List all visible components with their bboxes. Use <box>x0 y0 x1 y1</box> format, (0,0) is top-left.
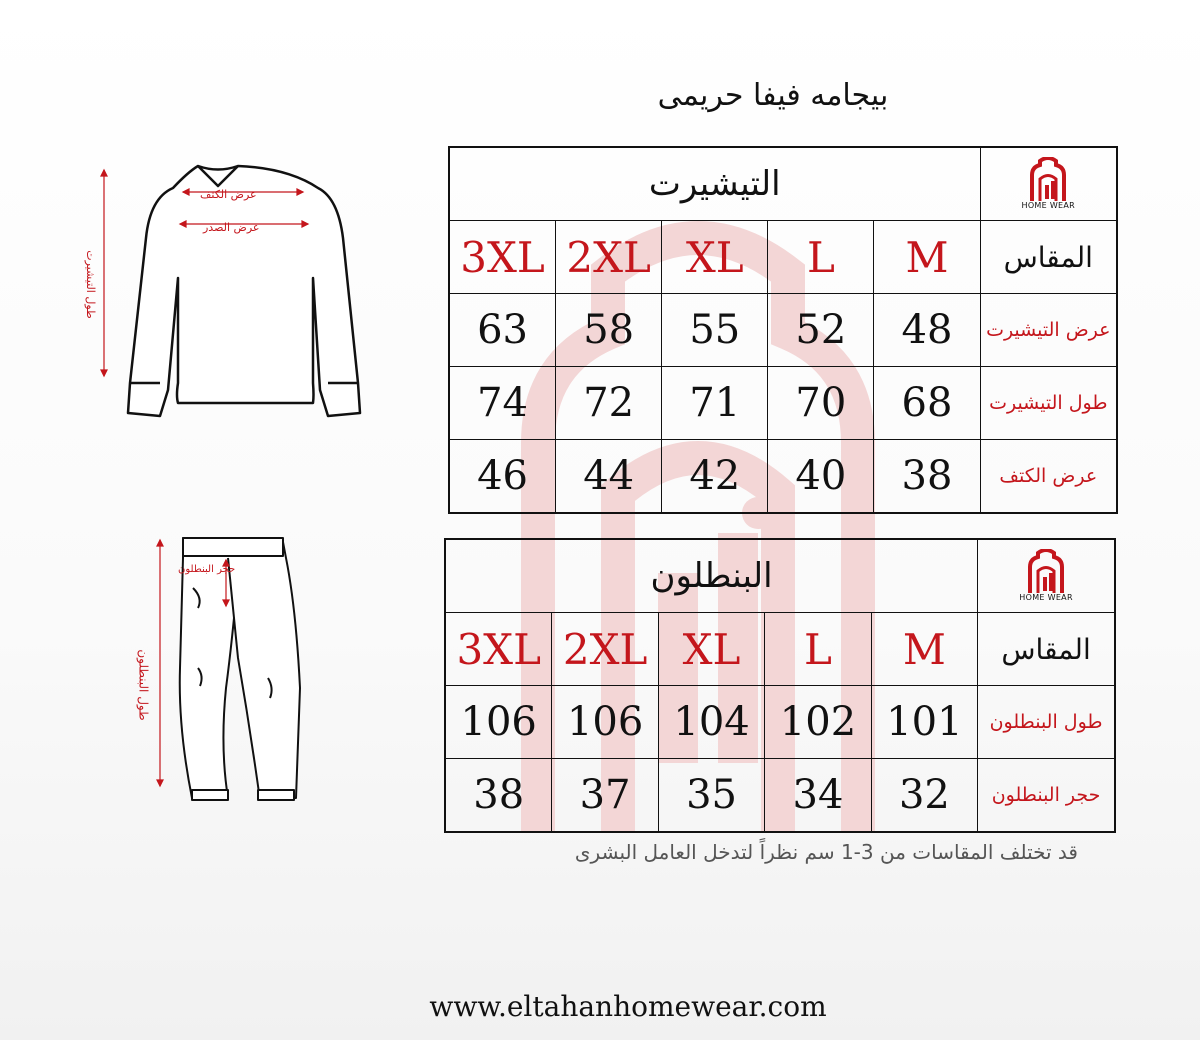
shirt-width-2xl: 58 <box>556 294 662 367</box>
shirt-shoulder-label: عرض الكتف <box>200 188 257 201</box>
pants-rise-2xl: 37 <box>552 759 658 833</box>
website-link[interactable]: www.eltahanhomewear.com <box>429 990 827 1023</box>
shirt-width-m: 48 <box>874 294 980 367</box>
pants-length-3xl: 106 <box>445 686 552 759</box>
shirt-length-2xl: 72 <box>556 367 662 440</box>
shirt-length-label: طول التيشيرت <box>980 367 1117 440</box>
table-row <box>449 294 1117 367</box>
shirt-size-m: M <box>874 221 980 294</box>
shirt-shoulder-3xl: 46 <box>449 440 556 514</box>
brand-logo-icon <box>1026 549 1066 593</box>
shirt-length-m: 68 <box>874 367 980 440</box>
pants-rise-row-label: حجر البنطلون <box>978 759 1115 833</box>
shirt-width-l: 52 <box>768 294 874 367</box>
pants-length-2xl: 106 <box>552 686 658 759</box>
pants-length-l: 102 <box>765 686 871 759</box>
pants-rise-m: 32 <box>871 759 977 833</box>
pants-sizes-row <box>445 613 1115 686</box>
pants-size-label: المقاس <box>978 613 1115 686</box>
pants-size-table <box>444 538 1116 833</box>
pants-length-row-label: طول البنطلون <box>978 686 1115 759</box>
pants-length-xl: 104 <box>658 686 764 759</box>
shirt-chest-label: عرض الصدر <box>203 221 260 234</box>
shirt-size-table <box>448 146 1118 514</box>
brand-logo-text: HOME WEAR <box>1019 592 1073 602</box>
shirt-shoulder-2xl: 44 <box>556 440 662 514</box>
pants-rise-label: حجر البنطلون <box>178 564 236 575</box>
shirt-width-3xl: 63 <box>449 294 556 367</box>
shirt-size-xl: XL <box>662 221 768 294</box>
pants-rise-l: 34 <box>765 759 871 833</box>
shirt-length-xl: 71 <box>662 367 768 440</box>
shirt-shoulder-m: 38 <box>874 440 980 514</box>
brand-logo <box>1019 549 1073 602</box>
pants-size-xl: XL <box>658 613 764 686</box>
brand-logo-text: HOME WEAR <box>1021 200 1076 210</box>
shirt-width-xl: 55 <box>662 294 768 367</box>
pants-length-label: طول البنطلون <box>136 649 151 721</box>
table-row <box>449 440 1117 514</box>
pants-length-m: 101 <box>871 686 977 759</box>
brand-logo <box>1022 157 1076 210</box>
shirt-sizes-row <box>449 221 1117 294</box>
shirt-length-label: طول التيشيرت <box>83 250 97 319</box>
size-chart-frame <box>8 8 1192 1032</box>
shirt-shoulder-l: 40 <box>768 440 874 514</box>
table-row <box>445 686 1115 759</box>
pants-size-m: M <box>871 613 977 686</box>
pants-rise-xl: 35 <box>658 759 764 833</box>
pants-size-3xl: 3XL <box>445 613 552 686</box>
brand-logo-icon <box>1028 157 1068 201</box>
shirt-length-3xl: 74 <box>449 367 556 440</box>
shirt-size-label: المقاس <box>980 221 1117 294</box>
shirt-size-2xl: 2XL <box>556 221 662 294</box>
measurement-note: قد تختلف المقاسات من 3-1 سم نظراً لتدخل العامل البشرى <box>574 840 1078 864</box>
pants-rise-3xl: 38 <box>445 759 552 833</box>
brand-logo-cell <box>980 147 1117 221</box>
brand-logo-cell <box>978 539 1115 613</box>
page-title: بيجامه فيفا حريمى <box>657 78 889 113</box>
shirt-size-3xl: 3XL <box>449 221 556 294</box>
shirt-table-heading: التيشيرت <box>449 147 980 221</box>
pants-size-l: L <box>765 613 871 686</box>
shirt-width-label: عرض التيشيرت <box>980 294 1117 367</box>
shirt-length-l: 70 <box>768 367 874 440</box>
pants-table-heading: البنطلون <box>445 539 978 613</box>
shirt-size-l: L <box>768 221 874 294</box>
table-row <box>445 759 1115 833</box>
pants-size-2xl: 2XL <box>552 613 658 686</box>
shirt-shoulder-row-label: عرض الكتف <box>980 440 1117 514</box>
table-row <box>449 367 1117 440</box>
shirt-shoulder-xl: 42 <box>662 440 768 514</box>
